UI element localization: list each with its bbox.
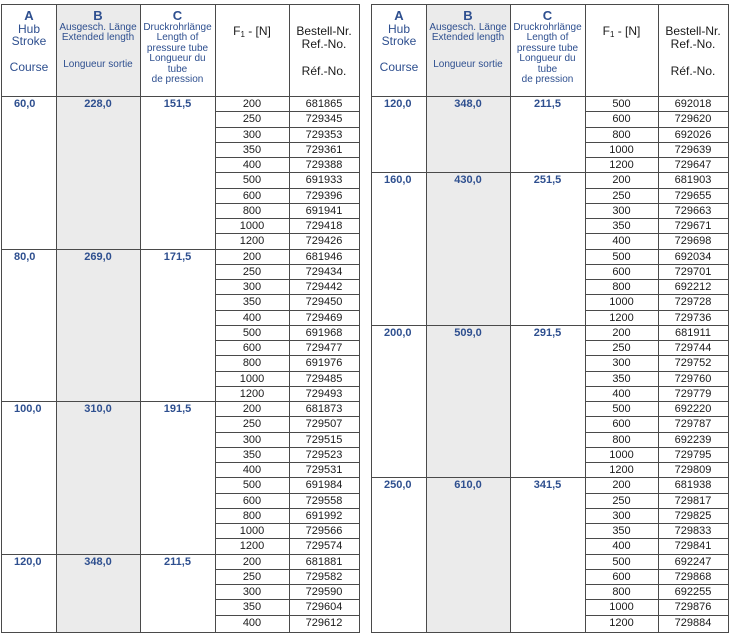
- force-unit: - [N]: [614, 24, 641, 38]
- order-number-cell: 729566: [305, 525, 343, 537]
- order-number-cell: 729663: [674, 204, 712, 217]
- header-col-b: [56, 9, 140, 70]
- force-cell: 250: [242, 113, 262, 126]
- force-cell: 600: [242, 342, 262, 354]
- order-number-cell: 729426: [305, 235, 343, 248]
- force-cell: 500: [612, 403, 631, 415]
- order-number-cell: 729434: [305, 265, 343, 278]
- force-subscript: 1: [609, 30, 615, 39]
- force-cell: 200: [612, 479, 631, 492]
- force-cell: 500: [612, 250, 631, 263]
- force-cell: 200: [612, 174, 631, 187]
- order-number-cell: 729647: [674, 159, 712, 171]
- order-number-cell: 692018: [674, 98, 712, 110]
- order-number-cell: 729485: [305, 372, 343, 385]
- force-cell: 1000: [239, 525, 265, 537]
- force-cell: 800: [612, 128, 631, 141]
- header-col-c-c_fr2: de pression: [521, 74, 574, 86]
- header-col-b-b_fr: Longueur sortie: [63, 58, 133, 70]
- force-cell: 600: [612, 265, 631, 278]
- order-number-cell: 729744: [674, 342, 712, 354]
- extended-length-value: 310,0: [84, 403, 112, 415]
- order-number-cell: 729345: [305, 113, 343, 126]
- force-cell: 1000: [609, 448, 634, 461]
- order-number-cell: 692034: [674, 250, 712, 263]
- force-cell: 300: [242, 586, 262, 598]
- order-number-cell: 729523: [305, 448, 343, 461]
- extended-length-value: 509,0: [454, 326, 482, 339]
- header-col-c-c_fr1: Longueur du tube: [149, 53, 206, 75]
- header-col-a-a_fr: Course: [9, 59, 49, 74]
- order-number-cell: 692247: [674, 555, 712, 568]
- order-number-cell: 681865: [305, 98, 343, 110]
- force-cell: 400: [612, 235, 631, 248]
- order-number-cell: 729698: [674, 235, 712, 248]
- order-number-cell: 729442: [305, 281, 343, 293]
- header-col-b: [426, 9, 510, 70]
- header-order_en: Ref.-No.: [670, 37, 716, 52]
- force-unit: - [N]: [244, 24, 271, 38]
- header-col-b-b_letter: B: [463, 8, 473, 23]
- order-number-cell: 729493: [305, 387, 343, 400]
- force-cell: 600: [242, 189, 262, 202]
- header-col-c-c_de: Druckrohrlänge: [513, 21, 582, 33]
- force-cell: 1000: [239, 372, 265, 385]
- order-number-cell: 729833: [674, 525, 712, 537]
- tube-length-value: 151,5: [163, 98, 192, 110]
- force-cell: 200: [242, 98, 262, 110]
- order-number-cell: 729809: [674, 464, 712, 476]
- force-cell: 300: [612, 357, 631, 370]
- force-cell: 250: [242, 418, 262, 431]
- force-symbol: F: [233, 24, 241, 38]
- force-cell: 250: [612, 189, 631, 202]
- force-cell: 300: [612, 509, 631, 522]
- order-number-cell: 691968: [305, 326, 343, 339]
- order-number-cell: 729604: [305, 601, 343, 614]
- header-col-c: [510, 9, 585, 86]
- extended-length-value: 348,0: [84, 555, 112, 568]
- order-number-cell: 729817: [674, 494, 712, 507]
- order-number-cell: 681938: [674, 479, 712, 492]
- header-col-a: [372, 9, 426, 73]
- header-col-c-c_de: Druckrohrlänge: [143, 21, 212, 33]
- header-col-c-c_letter: C: [172, 8, 183, 23]
- force-cell: 250: [242, 570, 262, 583]
- force-cell: 1200: [239, 540, 265, 553]
- force-cell: 400: [242, 464, 262, 476]
- force-cell: 300: [612, 204, 631, 217]
- force-cell: 500: [242, 326, 262, 339]
- order-number-cell: 691984: [305, 479, 343, 492]
- force-cell: 400: [242, 311, 262, 324]
- stroke-value: 80,0: [14, 250, 36, 263]
- order-number-cell: 729728: [674, 296, 712, 309]
- order-number-cell: 729841: [674, 540, 712, 553]
- order-number-cell: 729361: [305, 143, 343, 156]
- force-cell: 250: [612, 342, 631, 354]
- order-number-cell: 691992: [305, 509, 343, 522]
- force-cell: 400: [242, 159, 262, 171]
- force-cell: 600: [242, 494, 262, 507]
- order-number-cell: 729736: [674, 311, 712, 324]
- force-cell: 1000: [609, 143, 634, 156]
- header-col-a-a_letter: A: [24, 8, 34, 23]
- order-number-cell: 692255: [674, 586, 712, 598]
- extended-length-value: 610,0: [454, 479, 482, 492]
- force-cell: 300: [242, 433, 262, 446]
- order-number-cell: 691933: [305, 174, 343, 187]
- order-number-cell: 729418: [305, 220, 343, 232]
- force-subscript: 1: [240, 30, 245, 39]
- force-cell: 1200: [609, 311, 634, 324]
- header-col-a: [2, 9, 56, 73]
- order-number-cell: 681873: [305, 403, 343, 415]
- order-number-cell: 729582: [305, 570, 343, 583]
- header-col-a-a_en: Stroke: [381, 34, 417, 49]
- force-cell: 1200: [609, 464, 634, 476]
- force-cell: 600: [612, 418, 631, 431]
- tube-length-value: 191,5: [163, 403, 192, 415]
- order-number-cell: 681881: [305, 555, 343, 568]
- header-col-c-c_en2: pressure tube: [146, 42, 209, 54]
- order-number-cell: 729779: [674, 387, 712, 400]
- order-number-cell: 729507: [305, 418, 343, 431]
- force-cell: 800: [612, 281, 631, 293]
- order-number-cell: 729795: [674, 448, 712, 461]
- force-cell: 350: [242, 143, 262, 156]
- order-number-cell: 729469: [305, 311, 343, 324]
- tube-length-value: 211,5: [534, 98, 561, 110]
- header-order_en: Ref.-No.: [301, 37, 347, 52]
- order-number-cell: 729353: [305, 128, 343, 141]
- header-col-b-b_fr: Longueur sortie: [433, 58, 503, 70]
- extended-length-value: 348,0: [454, 98, 482, 110]
- stroke-value: 100,0: [14, 403, 42, 415]
- force-cell: 1200: [609, 616, 634, 629]
- force-cell: 1200: [239, 235, 265, 248]
- force-cell: 350: [612, 220, 631, 232]
- header-col-b-b_de: Ausgesch. Länge: [59, 21, 137, 33]
- force-cell: 500: [242, 174, 262, 187]
- force-cell: 250: [242, 265, 262, 278]
- tube-length-value: 291,5: [533, 326, 562, 339]
- order-number-cell: 729590: [305, 586, 343, 598]
- force-cell: 400: [242, 616, 262, 629]
- force-cell: 1200: [609, 159, 634, 171]
- order-number-cell: 681903: [674, 174, 712, 187]
- order-number-cell: 729884: [674, 616, 712, 629]
- order-number-cell: 691941: [305, 204, 343, 217]
- force-cell: 250: [612, 494, 631, 507]
- order-number-cell: 692239: [674, 433, 712, 446]
- extended-length-value: 269,0: [84, 250, 112, 263]
- stroke-value: 250,0: [384, 479, 412, 492]
- stroke-value: 120,0: [384, 98, 412, 110]
- order-number-cell: 729558: [305, 494, 343, 507]
- force-cell: 1000: [239, 220, 265, 232]
- order-number-cell: 729876: [674, 601, 712, 614]
- force-cell: 800: [242, 357, 262, 370]
- tube-length-value: 171,5: [163, 250, 192, 263]
- header-col-b-b_letter: B: [93, 8, 103, 23]
- header-col-a-a_de: Hub: [17, 21, 40, 36]
- header-col-c-c_letter: C: [542, 8, 553, 23]
- order-number-cell: 729787: [674, 418, 712, 431]
- header-col-c-c_fr1: Longueur du tube: [519, 53, 576, 75]
- force-cell: 200: [242, 403, 262, 415]
- order-number-cell: 692026: [674, 128, 712, 141]
- header-col-b-b_en: Extended length: [61, 32, 135, 44]
- order-number-cell: 729620: [674, 113, 712, 126]
- force-cell: 200: [242, 555, 262, 568]
- order-number-cell: 729515: [305, 433, 343, 446]
- header-col-c-c_en1: Length of: [526, 32, 569, 44]
- header-col-force: [215, 25, 289, 40]
- order-number-cell: 729752: [674, 357, 712, 370]
- order-number-cell: 729388: [305, 159, 343, 171]
- force-cell: 400: [612, 387, 631, 400]
- force-cell: 1200: [239, 387, 265, 400]
- force-cell: 300: [242, 281, 262, 293]
- force-cell: 350: [612, 525, 631, 537]
- order-number-cell: 729574: [305, 540, 343, 553]
- force-cell: 500: [612, 98, 631, 110]
- header-col-c-c_fr2: de pression: [151, 74, 204, 86]
- order-number-cell: 729396: [305, 189, 343, 202]
- header-col-a-a_en: Stroke: [11, 34, 47, 49]
- header-order_fr: Réf.-No.: [670, 64, 716, 79]
- force-cell: 350: [242, 448, 262, 461]
- stroke-value: 60,0: [14, 98, 36, 110]
- order-number-cell: 692220: [674, 403, 712, 415]
- force-cell: 800: [612, 433, 631, 446]
- header-col-force: [585, 25, 658, 40]
- force-cell: 200: [612, 326, 631, 339]
- force-cell: 500: [612, 555, 631, 568]
- extended-length-value: 228,0: [84, 98, 112, 110]
- header-col-order: [289, 25, 359, 79]
- order-number-cell: 681946: [305, 250, 343, 263]
- order-number-cell: 729655: [674, 189, 712, 202]
- header-col-a-a_letter: A: [394, 8, 404, 23]
- header-col-a-a_de: Hub: [387, 21, 410, 36]
- force-cell: 350: [612, 372, 631, 385]
- order-number-cell: 729671: [674, 220, 712, 232]
- stroke-value: 160,0: [384, 174, 412, 187]
- spec-table-left: [1, 4, 360, 633]
- force-cell: 1000: [609, 601, 634, 614]
- header-col-order: [658, 25, 728, 79]
- header-col-c-c_en2: pressure tube: [516, 42, 579, 54]
- stroke-value: 120,0: [14, 555, 42, 568]
- order-number-cell: 729612: [305, 616, 343, 629]
- force-cell: 600: [612, 570, 631, 583]
- force-cell: 350: [242, 296, 262, 309]
- force-cell: 500: [242, 479, 262, 492]
- header-col-a-a_fr: Course: [379, 59, 419, 74]
- force-cell: 800: [612, 586, 631, 598]
- stroke-value: 200,0: [384, 326, 412, 339]
- header-order_fr: Réf.-No.: [301, 64, 347, 79]
- tube-length-value: 341,5: [533, 479, 562, 492]
- order-number-cell: 729825: [674, 509, 712, 522]
- header-col-c-c_en1: Length of: [156, 32, 199, 44]
- order-number-cell: 729450: [305, 296, 343, 309]
- header-order_de: Bestell-Nr.: [296, 24, 352, 38]
- header-order_de: Bestell-Nr.: [665, 24, 721, 38]
- order-number-cell: 729639: [674, 143, 712, 156]
- force-cell: 350: [242, 601, 262, 614]
- order-number-cell: 729701: [674, 265, 712, 278]
- header-col-b-b_de: Ausgesch. Länge: [429, 21, 507, 33]
- order-number-cell: 729760: [674, 372, 712, 385]
- order-number-cell: 729531: [305, 464, 343, 476]
- spec-table-right: [371, 4, 729, 633]
- tube-length-value: 211,5: [164, 555, 191, 568]
- tube-length-value: 251,5: [533, 174, 562, 187]
- force-cell: 1000: [609, 296, 634, 309]
- force-cell: 200: [242, 250, 262, 263]
- order-number-cell: 729477: [305, 342, 343, 354]
- force-cell: 400: [612, 540, 631, 553]
- force-cell: 300: [242, 128, 262, 141]
- order-number-cell: 729868: [674, 570, 712, 583]
- force-cell: 800: [242, 509, 262, 522]
- force-cell: 600: [612, 113, 631, 126]
- force-symbol: F: [602, 24, 610, 38]
- order-number-cell: 681911: [675, 326, 711, 339]
- extended-length-value: 430,0: [454, 174, 482, 187]
- header-col-c: [140, 9, 215, 86]
- force-cell: 800: [242, 204, 262, 217]
- order-number-cell: 692212: [674, 281, 712, 293]
- order-number-cell: 691976: [305, 357, 343, 370]
- header-col-b-b_en: Extended length: [431, 32, 505, 44]
